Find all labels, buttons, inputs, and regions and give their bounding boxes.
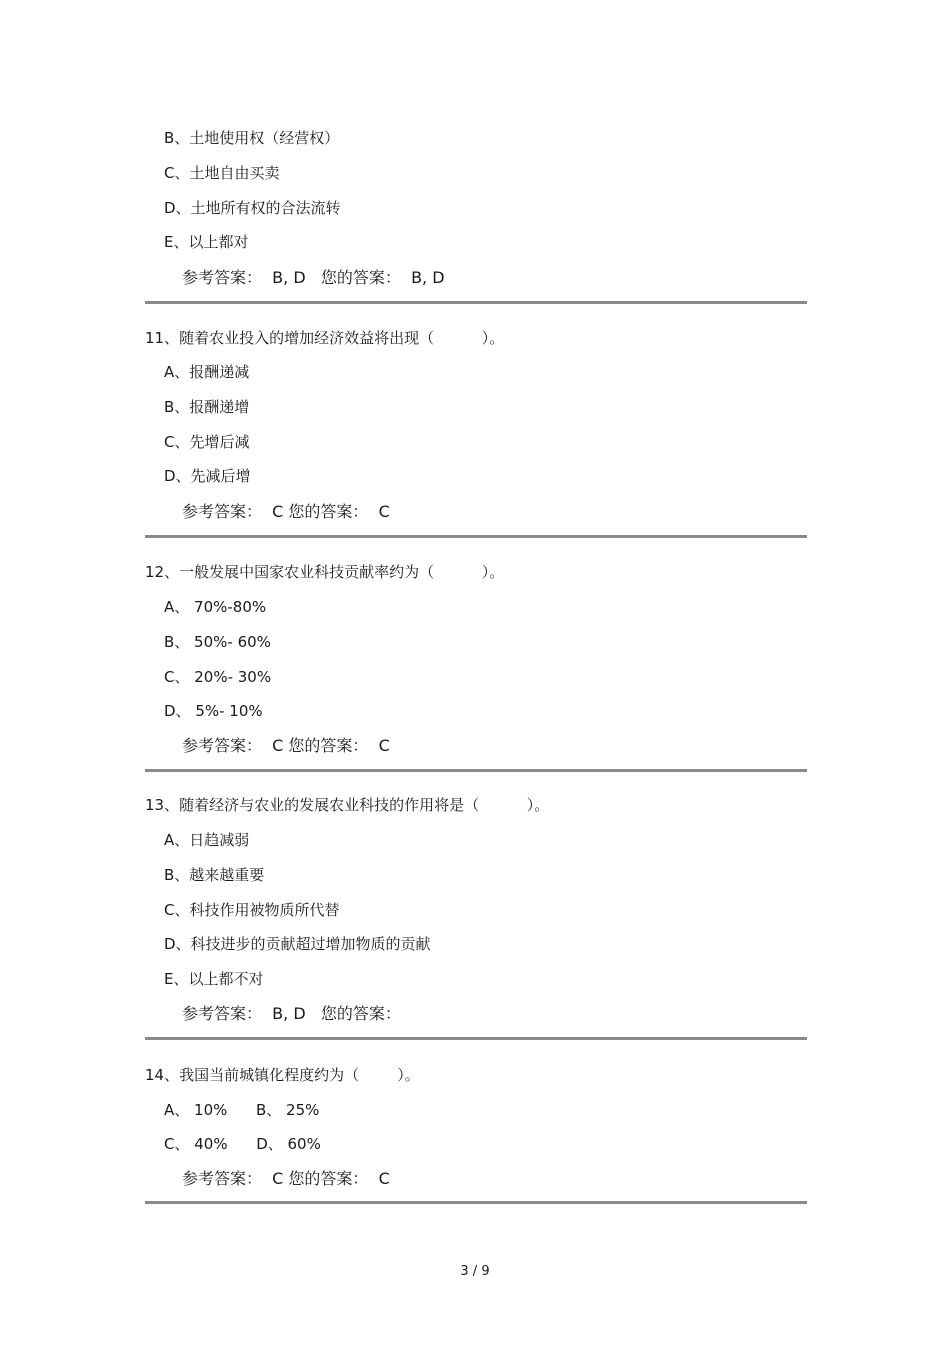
answer-line: 参考答案： C 您的答案： C (182, 736, 390, 755)
answer-line: 参考答案： B, D 您的答案： (182, 1004, 401, 1023)
option-b: B、越来越重要 (164, 866, 265, 884)
divider (145, 1201, 807, 1204)
option-b: B、报酬递增 (164, 398, 250, 416)
question-11: 11、随着农业投入的增加经济效益将出现（ ）。 (145, 329, 505, 347)
option-d: D、 5%- 10% (164, 702, 263, 720)
divider (145, 301, 807, 304)
option-d: D、科技进步的贡献超过增加物质的贡献 (164, 935, 431, 953)
option-c: C、科技作用被物质所代替 (164, 901, 340, 919)
page-number: 3 / 9 (460, 1264, 490, 1279)
option-d: D、土地所有权的合法流转 (164, 199, 341, 217)
divider (145, 769, 807, 772)
option-a: A、 70%-80% (164, 598, 267, 616)
option-d: D、先减后增 (164, 467, 251, 485)
option-c: C、土地自由买卖 (164, 164, 280, 182)
option-a: A、日趋减弱 (164, 831, 250, 849)
divider (145, 1037, 807, 1040)
options-row-ab: A、 10% B、 25% (164, 1101, 320, 1119)
option-a: A、报酬递减 (164, 363, 250, 381)
option-c: C、先增后减 (164, 433, 250, 451)
answer-line: 参考答案： C 您的答案： C (182, 502, 390, 521)
option-e: E、以上都对 (164, 233, 249, 251)
answer-line: 参考答案： C 您的答案： C (182, 1169, 390, 1188)
question-12: 12、一般发展中国家农业科技贡献率约为（ ）。 (145, 563, 505, 581)
answer-line: 参考答案： B, D 您的答案： B, D (182, 268, 445, 287)
question-13: 13、随着经济与农业的发展农业科技的作用将是（ ）。 (145, 796, 550, 814)
divider (145, 535, 807, 538)
question-14: 14、我国当前城镇化程度约为（ ）。 (145, 1066, 420, 1084)
option-b: B、 50%- 60% (164, 633, 271, 651)
option-e: E、以上都不对 (164, 970, 264, 988)
options-row-cd: C、 40% D、 60% (164, 1135, 321, 1153)
option-b: B、土地使用权（经营权） (164, 129, 340, 147)
option-c: C、 20%- 30% (164, 668, 272, 686)
